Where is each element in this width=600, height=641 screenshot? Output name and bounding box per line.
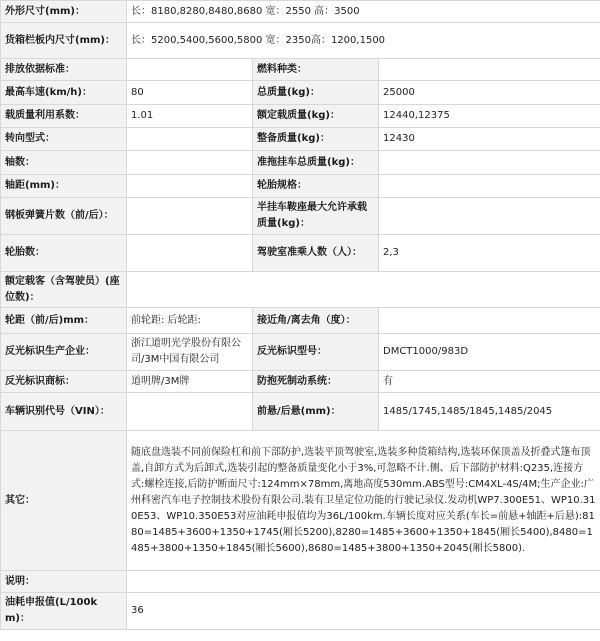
- remarks-text: 随底盘选装不同前保险杠和前下部防护,选装平顶驾驶室,选装多种货箱结构,选装环保顶盖及折叠式篷布顶盖,自卸方式为后卸式,选装引起的整备质量变化小于3%,可忽略不计.侧、后下部防护材料:Q235,连接方式:螺栓连接,后防护断面尺寸:124mm×78mm,离地高度530mm.ABS型号:CM4XL-4S/4M;生产企业:广州科密汽车电子控制技术股份有限公司.装有卫星定位功能的行驶记录仪.发动机WP7.300E51、WP10.310E53、WP10.350E53对应油耗申报值均为36L/100km.车辆长度对应关系(车长=前悬+轴距+后悬):8180=1485+3600+1350+1745(厢长5200),8280=1485+3600+1350+1845(厢长5400),8480=1485+3800+1350+1845(厢长5600),8680=1485+3800+1350+2045(厢长5800).: [127, 431, 600, 571]
- row-value-left: [127, 198, 253, 235]
- row-label-left: 钢板弹簧片数（前/后）：: [1, 198, 127, 235]
- row-value-left: [127, 128, 253, 151]
- table-row: [1, 334, 600, 371]
- row-value-right: 1485/1745,1485/1845,1485/2045: [379, 393, 600, 431]
- row-value-right: DMCT1000/983D: [379, 334, 600, 371]
- row-label-left: 车辆识别代号（VIN）：: [1, 393, 127, 431]
- table-row: [1, 128, 600, 151]
- row-label-left: 排放依据标准：: [1, 59, 127, 81]
- table-row: [1, 593, 600, 630]
- table-row: [1, 272, 600, 308]
- table-row: [1, 59, 600, 81]
- table-row: [1, 175, 600, 198]
- row-label-right: 接近角/离去角（度）：: [253, 308, 379, 334]
- row-label-left: 轴距(mm)：: [1, 175, 127, 198]
- row-value-left: [127, 235, 253, 272]
- row-label: 其它：: [1, 431, 127, 571]
- row-label-left: 轮距（前/后)mm：: [1, 308, 127, 334]
- table-row: [1, 308, 600, 334]
- row-value-right: 12440,12375: [379, 105, 600, 128]
- row-value-right: 25000: [379, 81, 600, 105]
- row-label-left: 反光标识商标：: [1, 371, 127, 393]
- table-row: [1, 1, 600, 23]
- row-value: 36: [127, 593, 600, 630]
- row-value-left: 80: [127, 81, 253, 105]
- table-row: [1, 151, 600, 175]
- row-value-right: 2,3: [379, 235, 600, 272]
- row-label-right: 防抱死制动系统：: [253, 371, 379, 393]
- table-row: [1, 235, 600, 272]
- row-label-right: 前悬/后悬(mm)：: [253, 393, 379, 431]
- row-value-left: [127, 393, 253, 431]
- row-value-right: [379, 308, 600, 334]
- table-row: [1, 81, 600, 105]
- row-label-left: 载质量利用系数：: [1, 105, 127, 128]
- table-row: [1, 571, 600, 593]
- table-row: [1, 105, 600, 128]
- row-value-left: [127, 59, 253, 81]
- row-label-left: 轮胎数：: [1, 235, 127, 272]
- table-row: [1, 23, 600, 59]
- row-value: [127, 272, 600, 308]
- table-row: [1, 393, 600, 431]
- row-value-right: 12430: [379, 128, 600, 151]
- row-label: 说明：: [1, 571, 127, 593]
- row-label-right: 准拖挂车总质量(kg)：: [253, 151, 379, 175]
- row-label-left: 最高车速(km/h)：: [1, 81, 127, 105]
- row-value: 长：5200,5400,5600,5800 宽：2350高：1200,1500: [127, 23, 600, 59]
- row-label-right: 半挂车鞍座最大允许承载质量(kg)：: [253, 198, 379, 235]
- row-value-left: 前轮距: 后轮距:: [127, 308, 253, 334]
- table-row: [1, 371, 600, 393]
- row-label: 货箱栏板内尺寸(mm)：: [1, 23, 127, 59]
- row-label-right: 燃料种类：: [253, 59, 379, 81]
- row-value-left: [127, 151, 253, 175]
- row-label-right: 轮胎规格：: [253, 175, 379, 198]
- row-value-left: 道明牌/3M牌: [127, 371, 253, 393]
- row-label: 油耗申报值(L/100km)：: [1, 593, 127, 630]
- row-label-right: 反光标识型号：: [253, 334, 379, 371]
- row-label-right: 驾驶室准乘人数（人）：: [253, 235, 379, 272]
- row-value-left: [127, 175, 253, 198]
- table-row: [1, 198, 600, 235]
- row-value: 长：8180,8280,8480,8680 宽：2550 高：3500: [127, 1, 600, 23]
- row-value-right: 有: [379, 371, 600, 393]
- row-label-right: 额定载质量(kg)：: [253, 105, 379, 128]
- row-label-left: 反光标识生产企业：: [1, 334, 127, 371]
- row-label-right: 总质量(kg)：: [253, 81, 379, 105]
- row-label-left: 转向型式：: [1, 128, 127, 151]
- row-value: [127, 571, 600, 593]
- row-value-left: 浙江道明光学股份有限公司/3M中国有限公司: [127, 334, 253, 371]
- row-value-right: [379, 59, 600, 81]
- row-value-right: [379, 198, 600, 235]
- row-label: 额定载客（含驾驶员）(座位数)：: [1, 272, 127, 308]
- row-label-left: 轴数：: [1, 151, 127, 175]
- row-label: 外形尺寸(mm)：: [1, 1, 127, 23]
- row-label-right: 整备质量(kg)：: [253, 128, 379, 151]
- row-value-right: [379, 151, 600, 175]
- table-row: [1, 431, 600, 571]
- row-value-left: 1.01: [127, 105, 253, 128]
- row-value-right: [379, 175, 600, 198]
